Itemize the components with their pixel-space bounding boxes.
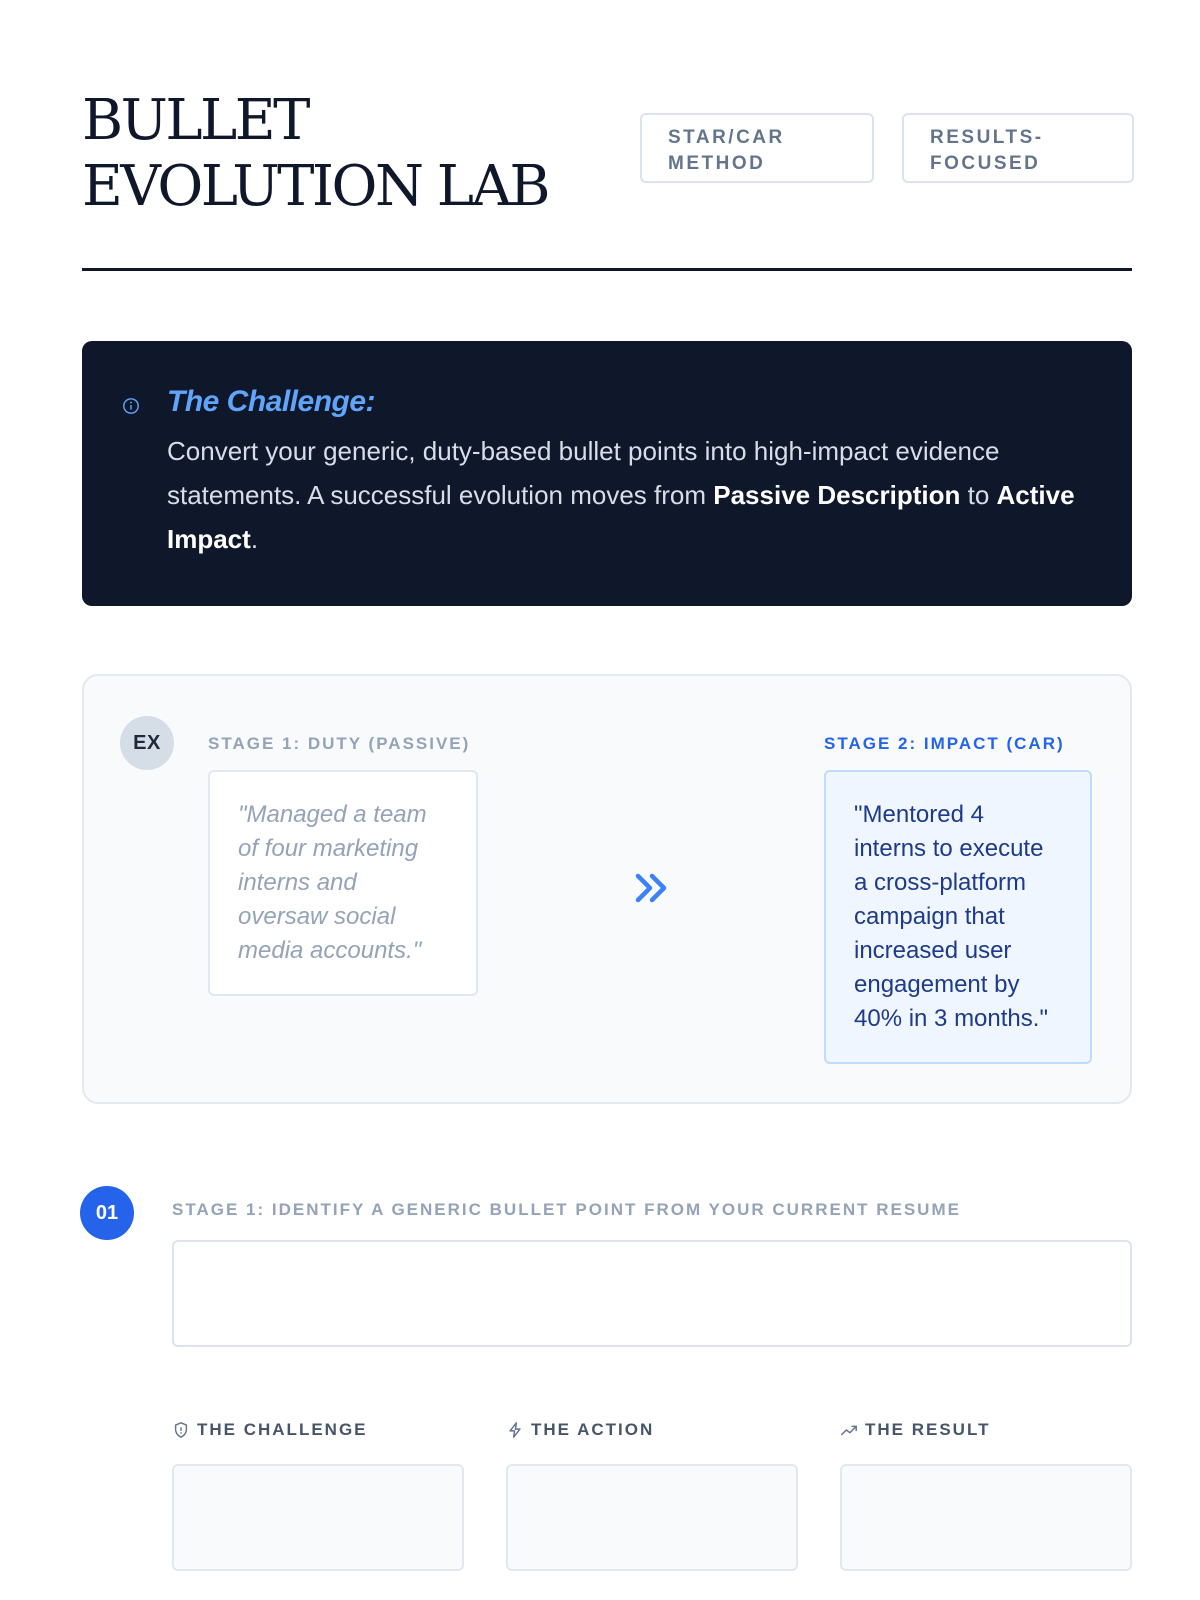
trending-up-icon	[840, 1421, 858, 1439]
active-impact-emphasis: Active Impact	[167, 480, 1075, 554]
action-input[interactable]	[506, 1464, 798, 1571]
car-challenge-label: THE CHALLENGE	[172, 1418, 464, 1442]
challenge-input[interactable]	[172, 1464, 464, 1571]
result-input[interactable]	[840, 1464, 1132, 1571]
example-badge: EX	[120, 716, 174, 770]
duty-example-text: "Managed a team of four marketing interns and oversaw social media accounts."	[208, 770, 478, 996]
challenge-heading: The Challenge:	[167, 385, 376, 418]
car-challenge-column	[172, 1418, 464, 1571]
chevrons-right-icon	[632, 870, 672, 906]
step-label: STAGE 1: IDENTIFY A GENERIC BULLET POINT FROM YOUR CURRENT RESUME	[172, 1200, 961, 1219]
page-title: BULLET EVOLUTION LAB	[82, 88, 549, 219]
tag-star-car-method: STAR/CAR METHOD	[640, 113, 874, 183]
info-icon	[122, 397, 140, 415]
tag-results-focused: RESULTS-FOCUSED	[902, 113, 1134, 183]
stage2-label: STAGE 2: IMPACT (CAR)	[824, 734, 1065, 753]
car-action-column	[506, 1418, 798, 1571]
step-number-badge: 01	[80, 1186, 134, 1240]
header-divider	[82, 268, 1132, 271]
impact-example-text: "Mentored 4 interns to execute a cross-platform campaign that increased user engagement by 40% in 3 months."	[824, 770, 1092, 1064]
lightning-icon	[506, 1421, 524, 1439]
car-action-label: THE ACTION	[506, 1418, 798, 1442]
shield-icon	[172, 1421, 190, 1439]
page-header	[82, 88, 1132, 272]
car-result-column	[840, 1418, 1132, 1571]
challenge-panel	[82, 341, 1132, 606]
passive-description-emphasis: Passive Description	[713, 480, 961, 510]
car-result-label: THE RESULT	[840, 1418, 1132, 1442]
stage1-label: STAGE 1: DUTY (PASSIVE)	[208, 734, 471, 753]
challenge-text: Convert your generic, duty-based bullet points into high-impact evidence statements. A successful evolution moves from Passive Description to Active Impact.	[167, 436, 1075, 554]
generic-bullet-input[interactable]	[172, 1240, 1132, 1347]
example-card	[82, 674, 1132, 1104]
